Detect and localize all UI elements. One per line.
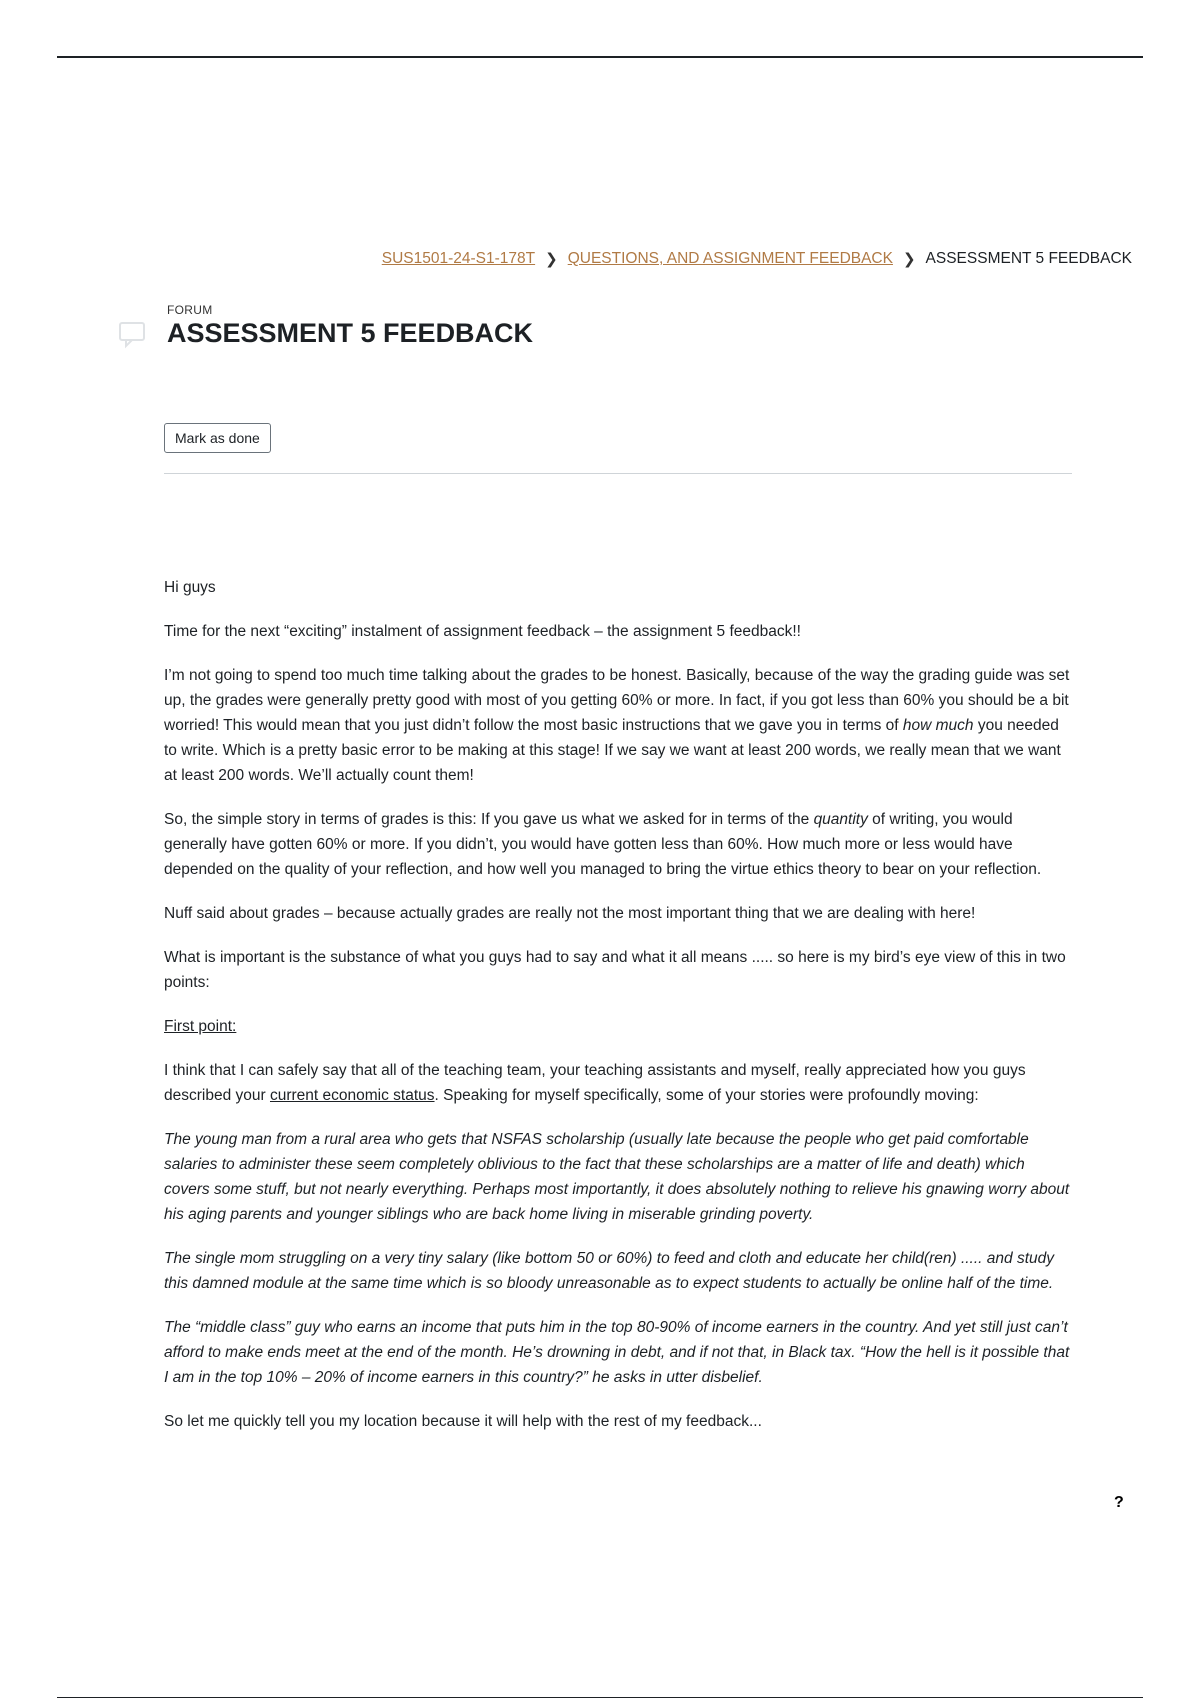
breadcrumb-current: ASSESSMENT 5 FEEDBACK [925,250,1132,267]
post-paragraph: Nuff said about grades – because actually grades are really not the most important thing that we are dealing with here! [164,905,976,922]
post-subheading: First point: [164,1018,237,1035]
post-paragraph: I’m not going to spend too much time talking about the grades to be honest. Basically, because of the way the grading guide was set up, the grades were generally pretty good with most of you getting 60% or more. In fact, if you got less than 60% you should be a bit worried! This would mean that you just didn’t follow the most basic instructions that we gave you in terms of how much you needed to write. Which is a pretty basic error to be making at this stage! If we say we want at least 200 words, we really mean that we want at least 200 words. We’ll actually count them! [164,667,1070,784]
post-paragraph: So let me quickly tell you my location because it will help with the rest of my feedback... [164,1413,762,1430]
help-button[interactable]: ? [1114,1494,1124,1511]
chevron-right-icon: ❯ [545,251,558,268]
post-story: The single mom struggling on a very tiny salary (like bottom 50 or 60%) to feed and cloth and educate her child(ren) ..... and study this damned module at the same time which is so bloody unreasonable as to expect students to actually be online half of the time. [164,1250,1054,1292]
divider [164,473,1072,474]
top-rule [57,56,1143,58]
breadcrumb-course-link[interactable]: SUS1501-24-S1-178T [381,250,536,267]
forum-post-body [164,575,1074,1453]
breadcrumb-section-link[interactable]: QUESTIONS, AND ASSIGNMENT FEEDBACK [567,250,893,267]
page-title: ASSESSMENT 5 FEEDBACK [167,318,534,348]
bottom-rule [57,1697,1143,1698]
activity-type-label: FORUM [167,303,213,317]
forum-chat-icon [117,319,147,349]
breadcrumb [382,250,1132,268]
post-paragraph: Time for the next “exciting” instalment of assignment feedback – the assignment 5 feedback!! [164,623,801,640]
chevron-right-icon: ❯ [902,251,916,268]
emphasis: how much [902,717,974,734]
emphasis: quantity [813,811,868,828]
post-paragraph: So, the simple story in terms of grades is this: If you gave us what we asked for in terms of the quantity of writing, you would generally have gotten 60% or more. If you didn’t, you would have gotten less than 60%. How much more or less would have depended on the quality of your reflection, and how well you managed to bring the virtue ethics theory to bear on your reflection. [164,811,1042,878]
post-paragraph: I think that I can safely say that all of the teaching team, your teaching assistants and myself, really appreciated how you guys described your current economic status. Speaking for myself specifically, some of your stories were profoundly moving: [164,1062,1026,1104]
post-greeting: Hi guys [164,579,216,596]
underlined-phrase: current economic status [269,1087,435,1104]
post-paragraph: What is important is the substance of what you guys had to say and what it all means ..... so here is my bird’s eye view of this in two points: [164,949,1066,991]
post-story: The young man from a rural area who gets that NSFAS scholarship (usually late because the people who get paid comfortable salaries to administer these seem completely oblivious to the fact that these scholarships are a matter of life and death) which covers some stuff, but not nearly everything. Perhaps most importantly, it does absolutely nothing to relieve his gnawing worry about his aging parents and younger siblings who are back home living in miserable grinding poverty. [164,1131,1070,1223]
mark-as-done-button[interactable]: Mark as done [164,423,271,453]
post-story: The “middle class” guy who earns an income that puts him in the top 80-90% of income earners in the country. And yet still just can’t afford to make ends meet at the end of the month. He’s drowning in debt, and if not that, in Black tax. “How the hell is it possible that I am in the top 10% – 20% of income earners in this country?” he asks in utter disbelief. [164,1319,1070,1386]
